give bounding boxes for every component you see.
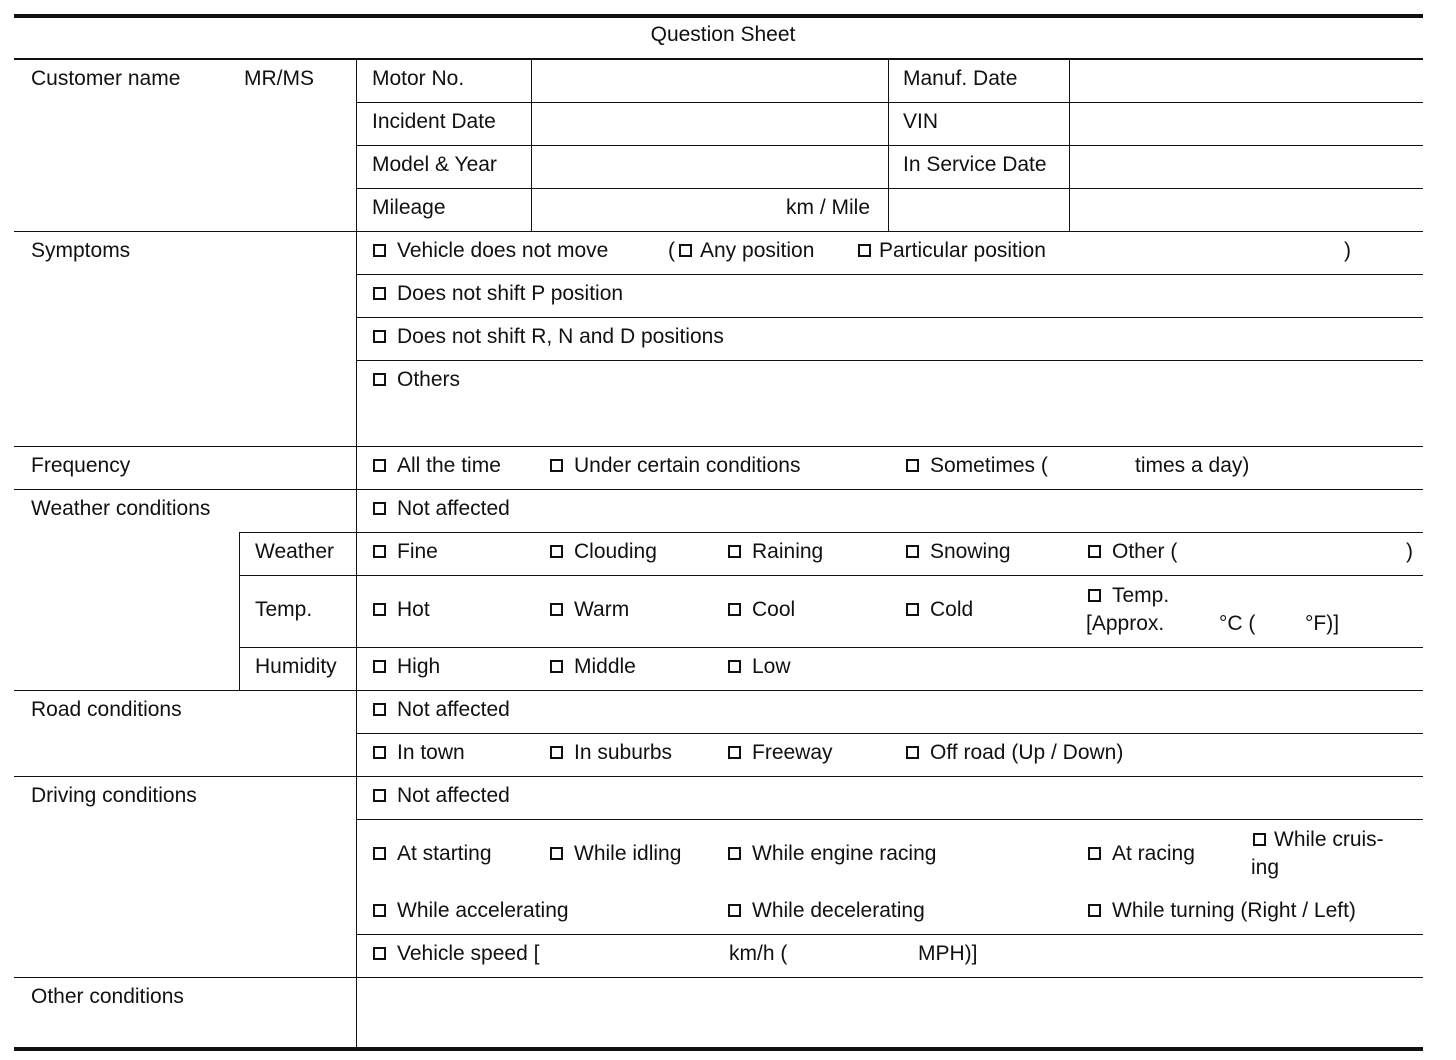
option-under-certain-conditions[interactable] [550,454,800,478]
option-while-decelerating[interactable] [728,899,925,923]
motor-no-label: Motor No. [372,67,465,90]
option-label: Raining [752,540,824,563]
checkbox-icon [1088,904,1101,917]
checkbox-icon [373,545,386,558]
option-label: While engine racing [752,842,937,865]
checkbox-icon [1088,847,1101,860]
option-in-suburbs[interactable] [550,741,672,765]
option-label: Fine [397,540,438,563]
option-label: High [397,655,441,678]
option-clouding[interactable] [550,540,657,564]
option-label: Low [752,655,791,678]
option-label: Other ( [1112,540,1178,563]
option-fine[interactable] [373,540,438,564]
section-rule-weather [14,489,1423,490]
option-raining[interactable] [728,540,823,564]
option-label: While idling [574,842,682,865]
checkbox-icon [728,904,741,917]
option-label: Temp. [1112,584,1170,607]
option-any-position[interactable] [679,239,814,263]
checkbox-icon [728,545,741,558]
option-label: In town [397,741,465,764]
while-cruising-wrap: ing [1251,856,1280,879]
symptoms-open-paren: ( [668,239,675,262]
option-all-the-time[interactable] [373,454,501,478]
option-label: While accelerating [397,899,569,922]
option-others[interactable] [373,368,460,392]
checkbox-icon [373,847,386,860]
option-label: In suburbs [574,741,673,764]
option-while-cruising[interactable] [1253,828,1384,852]
checkbox-icon [373,373,386,386]
other-conditions-label: Other conditions [31,985,184,1008]
option-cold[interactable] [906,598,973,622]
humidity-sub-label: Humidity [255,655,337,678]
section-rule-frequency [14,446,1423,447]
checkbox-icon [373,746,386,759]
option-label: Warm [574,598,630,621]
checkbox-icon [679,244,692,257]
top-rule [14,14,1423,18]
mileage-unit: km / Mile [786,196,870,219]
weather-row-line-2 [239,575,1423,576]
road-conditions-label: Road conditions [31,698,182,721]
title-rule [14,58,1423,60]
option-in-town[interactable] [373,741,465,765]
driving-conditions-label: Driving conditions [31,784,197,807]
checkbox-icon [906,746,919,759]
checkbox-icon [728,746,741,759]
option-label: Cool [752,598,796,621]
section-rule-other [14,977,1423,978]
checkbox-icon [728,847,741,860]
option-not-shift-rnd[interactable] [373,325,724,349]
symptoms-label: Symptoms [31,239,131,262]
vehicle-row-line-2 [356,145,1423,146]
checkbox-icon [550,545,563,558]
option-label: Snowing [930,540,1011,563]
option-cool[interactable] [728,598,795,622]
option-label: At starting [397,842,492,865]
checkbox-icon [550,459,563,472]
vehicle-row-line-3 [356,188,1423,189]
incident-date-label: Incident Date [372,110,496,133]
option-snowing[interactable] [906,540,1011,564]
option-road-not-affected[interactable] [373,698,510,722]
option-freeway[interactable] [728,741,833,765]
checkbox-icon [906,603,919,616]
temp-celsius-text: °C ( [1219,612,1256,635]
manuf-date-label: Manuf. Date [903,67,1018,90]
option-while-idling[interactable] [550,842,681,866]
option-label: Particular position [879,239,1046,262]
option-label: Middle [574,655,636,678]
option-warm[interactable] [550,598,629,622]
option-driving-not-affected[interactable] [373,784,510,808]
option-label: Does not shift R, N and D positions [397,325,724,348]
vehicle-row-line-1 [356,102,1423,103]
option-label: Off road (Up / Down) [930,741,1124,764]
checkbox-icon [373,660,386,673]
option-label: While decelerating [752,899,925,922]
temp-approx-text: [Approx. [1086,612,1165,635]
option-label: Vehicle does not move [397,239,609,262]
checkbox-icon [373,287,386,300]
option-label: Not affected [397,497,510,520]
checkbox-icon [550,847,563,860]
times-a-day-text: times a day) [1135,454,1250,477]
road-row-line-1 [356,733,1423,734]
option-humidity-low[interactable] [728,655,791,679]
other-weather-close-paren: ) [1406,540,1413,563]
option-off-road[interactable] [906,741,1123,765]
option-while-engine-racing[interactable] [728,842,936,866]
section-rule-road [14,690,1423,691]
driving-row-line-1 [356,819,1423,820]
section-rule-driving [14,776,1423,777]
option-label: While cruis- [1274,828,1384,851]
option-at-racing[interactable] [1088,842,1195,866]
driving-row-line-2 [356,934,1423,935]
symptom-row-line-2 [356,317,1423,318]
customer-name-label: Customer name [31,67,181,90]
speed-kmh-text: km/h ( [729,942,788,965]
option-label: While turning (Right / Left) [1112,899,1356,922]
checkbox-icon [858,244,871,257]
temp-fahrenheit-text: °F)] [1305,612,1340,635]
option-label: Not affected [397,698,510,721]
option-humidity-high[interactable] [373,655,440,679]
option-at-starting[interactable] [373,842,492,866]
label-column-divider [356,59,357,1048]
option-label: Does not shift P position [397,282,624,305]
option-label: Clouding [574,540,657,563]
option-hot[interactable] [373,598,430,622]
page-title: Question Sheet [650,23,796,46]
bottom-rule [14,1047,1423,1051]
checkbox-icon [1253,833,1266,846]
checkbox-icon [906,459,919,472]
checkbox-icon [373,459,386,472]
option-label: Hot [397,598,430,621]
checkbox-icon [373,703,386,716]
option-vehicle-speed[interactable] [373,942,539,966]
customer-honorific: MR/MS [244,67,314,90]
checkbox-icon [550,746,563,759]
weather-sub-divider [239,532,240,690]
weather-sub-label: Weather [255,540,334,563]
option-while-turning[interactable] [1088,899,1356,923]
mileage-label: Mileage [372,196,446,219]
checkbox-icon [373,502,386,515]
checkbox-icon [550,660,563,673]
checkbox-icon [1088,589,1101,602]
option-label: Not affected [397,784,510,807]
symptom-row-line-1 [356,274,1423,275]
option-humidity-middle[interactable] [550,655,636,679]
option-label: Others [397,368,461,391]
frequency-label: Frequency [31,454,131,477]
option-label: At racing [1112,842,1195,865]
temp-sub-label: Temp. [255,598,313,621]
option-label: Any position [700,239,815,262]
checkbox-icon [728,603,741,616]
symptom-row-line-3 [356,360,1423,361]
checkbox-icon [550,603,563,616]
weather-row-line-3 [239,647,1423,648]
option-weather-not-affected[interactable] [373,497,510,521]
speed-mph-text: MPH)] [918,942,978,965]
weather-conditions-label: Weather conditions [31,497,211,520]
option-label: Cold [930,598,974,621]
option-not-shift-p[interactable] [373,282,623,306]
option-label: Vehicle speed [ [397,942,540,965]
section-rule-symptoms [14,231,1423,232]
checkbox-icon [373,244,386,257]
model-year-label: Model & Year [372,153,497,176]
checkbox-icon [728,660,741,673]
checkbox-icon [1088,545,1101,558]
option-sometimes[interactable] [906,454,1048,478]
option-while-accelerating[interactable] [373,899,569,923]
option-temp-approx[interactable] [1088,584,1169,608]
option-particular-position[interactable] [858,239,1046,263]
option-label: Freeway [752,741,833,764]
checkbox-icon [906,545,919,558]
option-label: Sometimes ( [930,454,1048,477]
checkbox-icon [373,904,386,917]
option-vehicle-not-move[interactable] [373,239,608,263]
checkbox-icon [373,330,386,343]
checkbox-icon [373,947,386,960]
checkbox-icon [373,603,386,616]
option-label: All the time [397,454,501,477]
option-label: Under certain conditions [574,454,801,477]
checkbox-icon [373,789,386,802]
symptoms-close-paren: ) [1344,239,1351,262]
weather-row-line-1 [239,532,1423,533]
vin-label: VIN [903,110,939,133]
option-other-weather[interactable] [1088,540,1177,564]
in-service-date-label: In Service Date [903,153,1047,176]
